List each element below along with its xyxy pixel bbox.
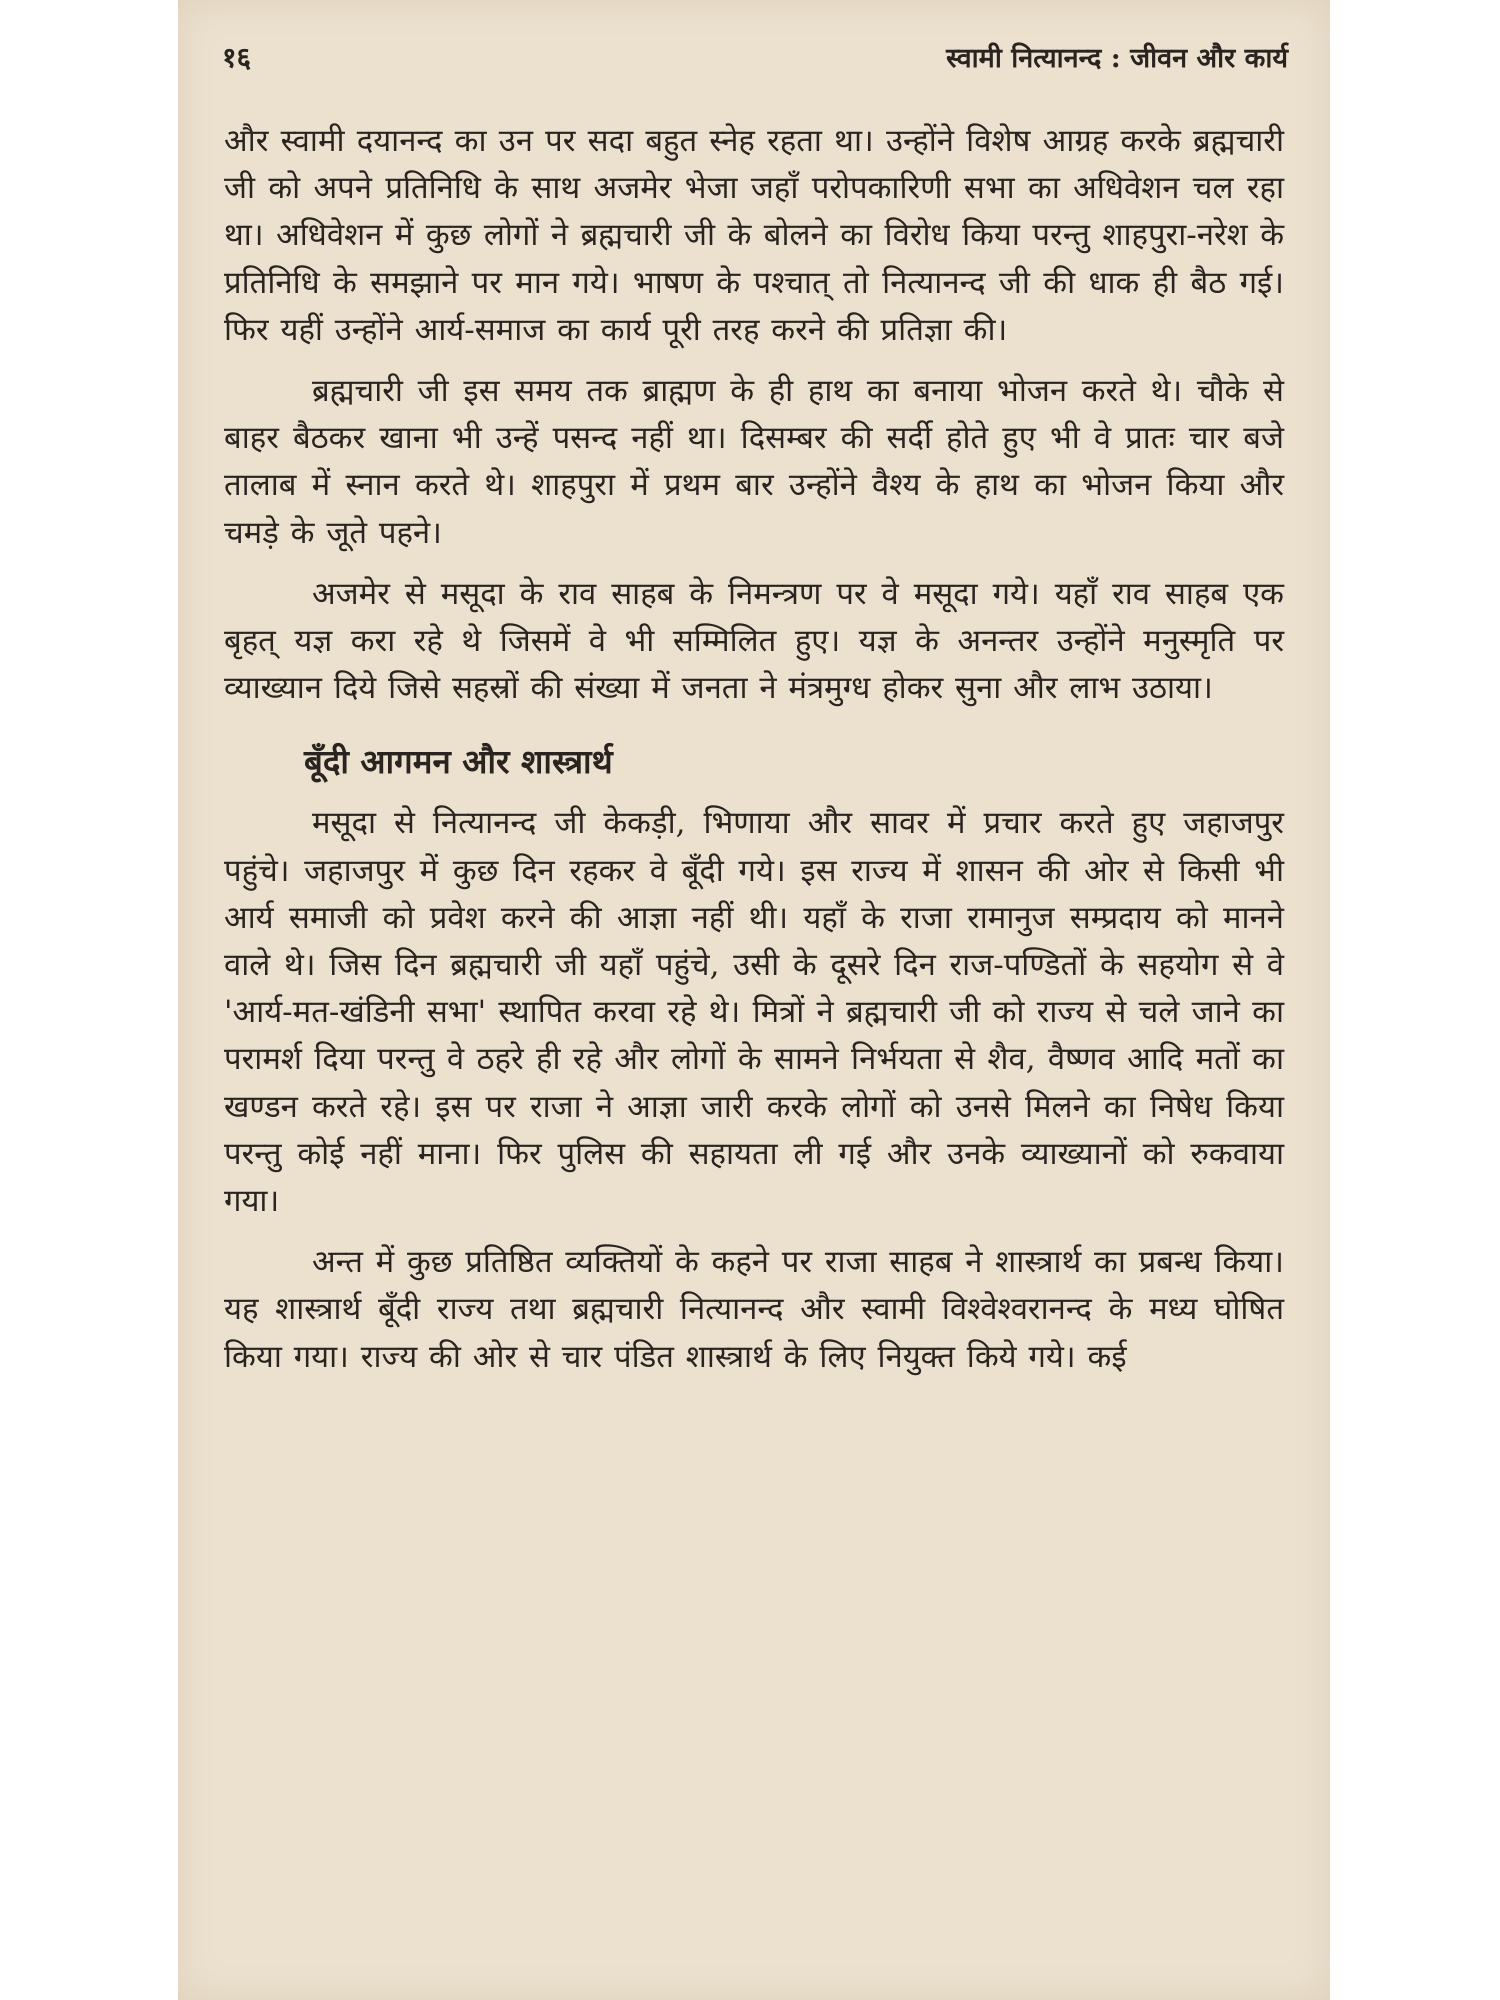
paragraph-shastrarth: अन्त में कुछ प्रतिष्ठित व्यक्तियों के कहने पर राजा साहब ने शास्त्रार्थ का प्रबन्ध किया। यह शास्त्रार्थ बूँदी राज्य तथा ब्रह्मचारी नित्यानन्द और स्वामी विश्वेश्वरानन्द के मध्य घोषित किया गया। राज्य की ओर से चार पंडित शास्त्रार्थ के लिए नियुक्त किये गये। कई — [224, 1244, 1284, 1375]
body-text — [224, 118, 1284, 1395]
paragraph-bundi-arrival: मसूदा से नित्यानन्द जी केकड़ी, भिणाया और सावर में प्रचार करते हुए जहाजपुर पहुंचे। जहाजपुर में कुछ दिन रहकर वे बूँदी गये। इस राज्य में शासन की ओर से किसी भी आर्य समाजी को प्रवेश करने की आज्ञा नहीं थी। यहाँ के राजा रामानुज सम्प्रदाय को मानने वाले थे। जिस दिन ब्रह्मचारी जी यहाँ पहुंचे, उसी के दूसरे दिन राज-पण्डितों के सहयोग से वे 'आर्य-मत-खंडिनी सभा' स्थापित करवा रहे थे। मित्रों ने ब्रह्मचारी जी को राज्य से चले जाने का परामर्श दिया परन्तु वे ठहरे ही रहे और लोगों के सामने निर्भयता से शैव, वैष्णव आदि मतों का खण्डन करते रहे। इस पर राजा ने आज्ञा जारी करके लोगों को उनसे मिलने का निषेध किया परन्तु कोई नहीं माना। फिर पुलिस की सहायता ली गई और उनके व्याख्यानों को रुकवाया गया। — [224, 805, 1284, 1220]
paragraph-brahmin-food: ब्रह्मचारी जी इस समय तक ब्राह्मण के ही हाथ का बनाया भोजन करते थे। चौके से बाहर बैठकर खाना भी उन्हें पसन्द नहीं था। दिसम्बर की सर्दी होते हुए भी वे प्रातः चार बजे तालाब में स्नान करते थे। शाहपुरा में प्रथम बार उन्होंने वैश्य के हाथ का भोजन किया और चमड़े के जूते पहने। — [224, 373, 1284, 551]
paragraph-continued: और स्वामी दयानन्द का उन पर सदा बहुत स्नेह रहता था। उन्होंने विशेष आग्रह करके ब्रह्मचारी जी को अपने प्रतिनिधि के साथ अजमेर भेजा जहाँ परोपकारिणी सभा का अधिवेशन चल रहा था। अधिवेशन में कुछ लोगों ने ब्रह्मचारी जी के बोलने का विरोध किया परन्तु शाहपुरा-नरेश के प्रतिनिधि के समझाने पर मान गये। भाषण के पश्चात् तो नित्यानन्द जी की धाक ही बैठ गई। फिर यहीं उन्होंने आर्य-समाज का कार्य पूरी तरह करने की प्रतिज्ञा की। — [224, 123, 1284, 348]
paragraph-masuda: अजमेर से मसूदा के राव साहब के निमन्त्रण पर वे मसूदा गये। यहाँ राव साहब एक बृहत् यज्ञ करा रहे थे जिसमें वे भी सम्मिलित हुए। यज्ञ के अनन्तर उन्होंने मनुस्मृति पर व्याख्यान दिये जिसे सहस्रों की संख्या में जनता ने मंत्रमुग्ध होकर सुना और लाभ उठाया। — [224, 575, 1284, 707]
running-title: स्वामी नित्यानन्द : जीवन और कार्य — [946, 43, 1288, 74]
page-number: १६ — [222, 41, 252, 74]
section-heading: बूँदी आगमन और शास्त्रार्थ — [304, 742, 613, 782]
running-header — [222, 38, 1288, 78]
book-page — [178, 0, 1330, 2000]
